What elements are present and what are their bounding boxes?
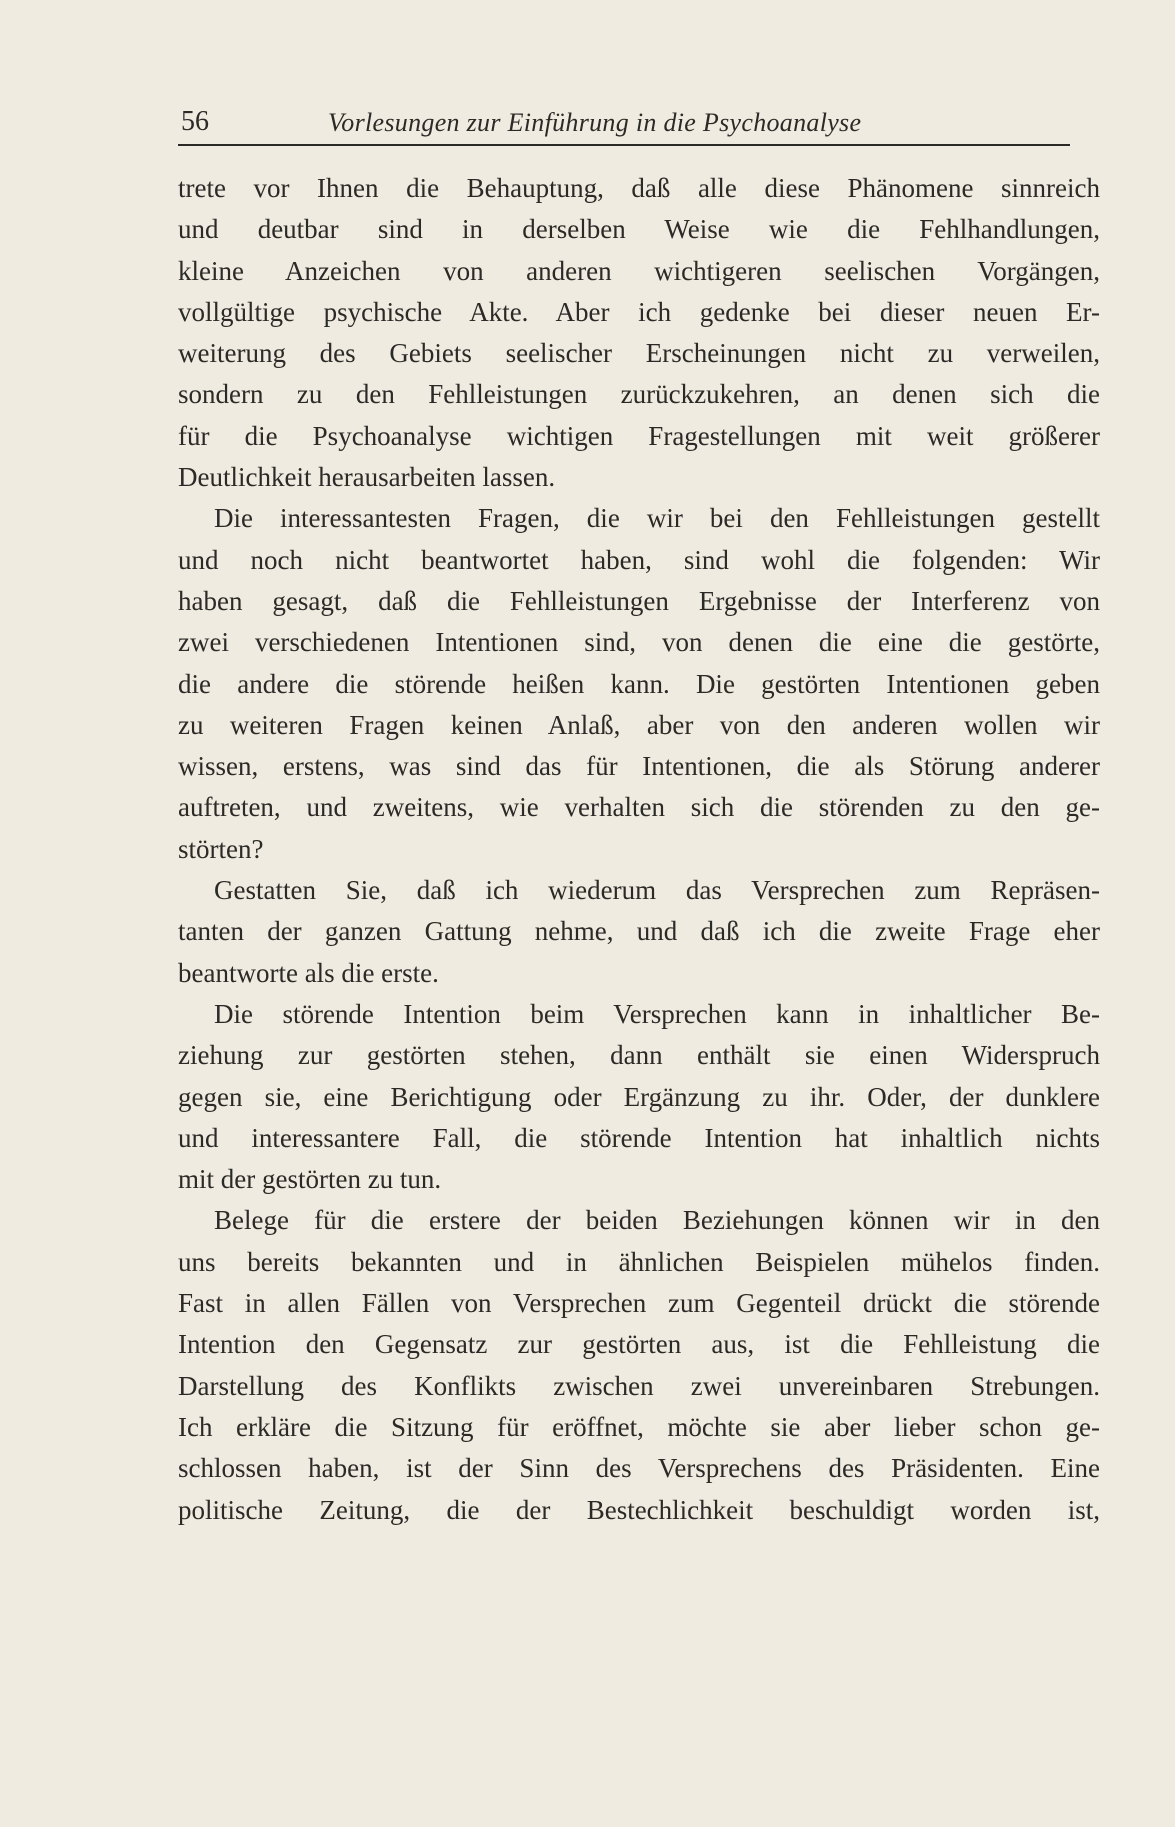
text-line: vollgültige psychische Akte. Aber ich gedenke bei dieser neuen Er- [178, 296, 1100, 327]
text-line: für die Psychoanalyse wichtigen Fragestellungen mit weit größerer [178, 420, 1100, 451]
page-number: 56 [181, 106, 209, 137]
text-line: Deutlichkeit herausarbeiten lassen. [178, 462, 556, 493]
text-line: Fast in allen Fällen von Versprechen zum Gegenteil drückt die störende [178, 1288, 1100, 1319]
text-line: Darstellung des Konflikts zwischen zwei unvereinbaren Strebungen. [178, 1370, 1100, 1401]
text-line: politische Zeitung, die der Bestechlichkeit beschuldigt worden ist, [178, 1494, 1100, 1525]
text-line: mit der gestörten zu tun. [178, 1164, 442, 1195]
text-line: zu weiteren Fragen keinen Anlaß, aber von den anderen wollen wir [178, 709, 1100, 740]
running-head [178, 100, 1070, 146]
text-line: uns bereits bekannten und in ähnlichen Beispielen mühelos finden. [178, 1246, 1100, 1277]
text-line: Die interessantesten Fragen, die wir bei den Fehlleistungen gestellt [214, 503, 1100, 534]
running-title: Vorlesungen zur Einführung in die Psychoanalyse [328, 108, 862, 137]
text-line: und deutbar sind in derselben Weise wie die Fehlhandlungen, [178, 214, 1100, 245]
text-line: auftreten, und zweitens, wie verhalten sich die störenden zu den ge- [178, 792, 1100, 823]
text-line: ziehung zur gestörten stehen, dann enthält sie einen Widerspruch [178, 1040, 1100, 1071]
text-line: gegen sie, eine Berichtigung oder Ergänzung zu ihr. Oder, der dunklere [178, 1081, 1100, 1112]
text-line: kleine Anzeichen von anderen wichtigeren seelischen Vorgängen, [178, 255, 1100, 286]
text-line: haben gesagt, daß die Fehlleistungen Ergebnisse der Interferenz von [178, 585, 1100, 616]
text-line: tanten der ganzen Gattung nehme, und daß ich die zweite Frage eher [178, 916, 1100, 947]
text-line: beantworte als die erste. [178, 957, 439, 988]
text-line: Die störende Intention beim Versprechen kann in inhaltlicher Be- [214, 998, 1100, 1029]
text-line: Ich erkläre die Sitzung für eröffnet, möchte sie aber lieber schon ge- [178, 1411, 1100, 1442]
text-line: Gestatten Sie, daß ich wiederum das Versprechen zum Repräsen- [214, 875, 1100, 906]
text-line: trete vor Ihnen die Behauptung, daß alle diese Phänomene sinnreich [178, 173, 1100, 203]
text-line: und noch nicht beantwortet haben, sind wohl die folgenden: Wir [178, 544, 1100, 575]
text-line: und interessantere Fall, die störende Intention hat inhaltlich nichts [178, 1122, 1100, 1153]
text-line: sondern zu den Fehlleistungen zurückzukehren, an denen sich die [178, 379, 1100, 410]
text-line: wissen, erstens, was sind das für Intentionen, die als Störung anderer [178, 751, 1100, 782]
text-line: schlossen haben, ist der Sinn des Versprechens des Präsidenten. Eine [178, 1453, 1100, 1484]
text-line: Intention den Gegensatz zur gestörten aus, ist die Fehlleistung die [178, 1329, 1100, 1360]
text-line: weiterung des Gebiets seelischer Erscheinungen nicht zu verweilen, [178, 338, 1100, 369]
body-text [178, 168, 1100, 1531]
text-line: die andere die störende heißen kann. Die gestörten Intentionen geben [178, 668, 1100, 699]
text-line: störten? [178, 833, 264, 864]
text-line: zwei verschiedenen Intentionen sind, von denen die eine die gestörte, [178, 627, 1100, 658]
text-line: Belege für die erstere der beiden Beziehungen können wir in den [214, 1205, 1100, 1236]
